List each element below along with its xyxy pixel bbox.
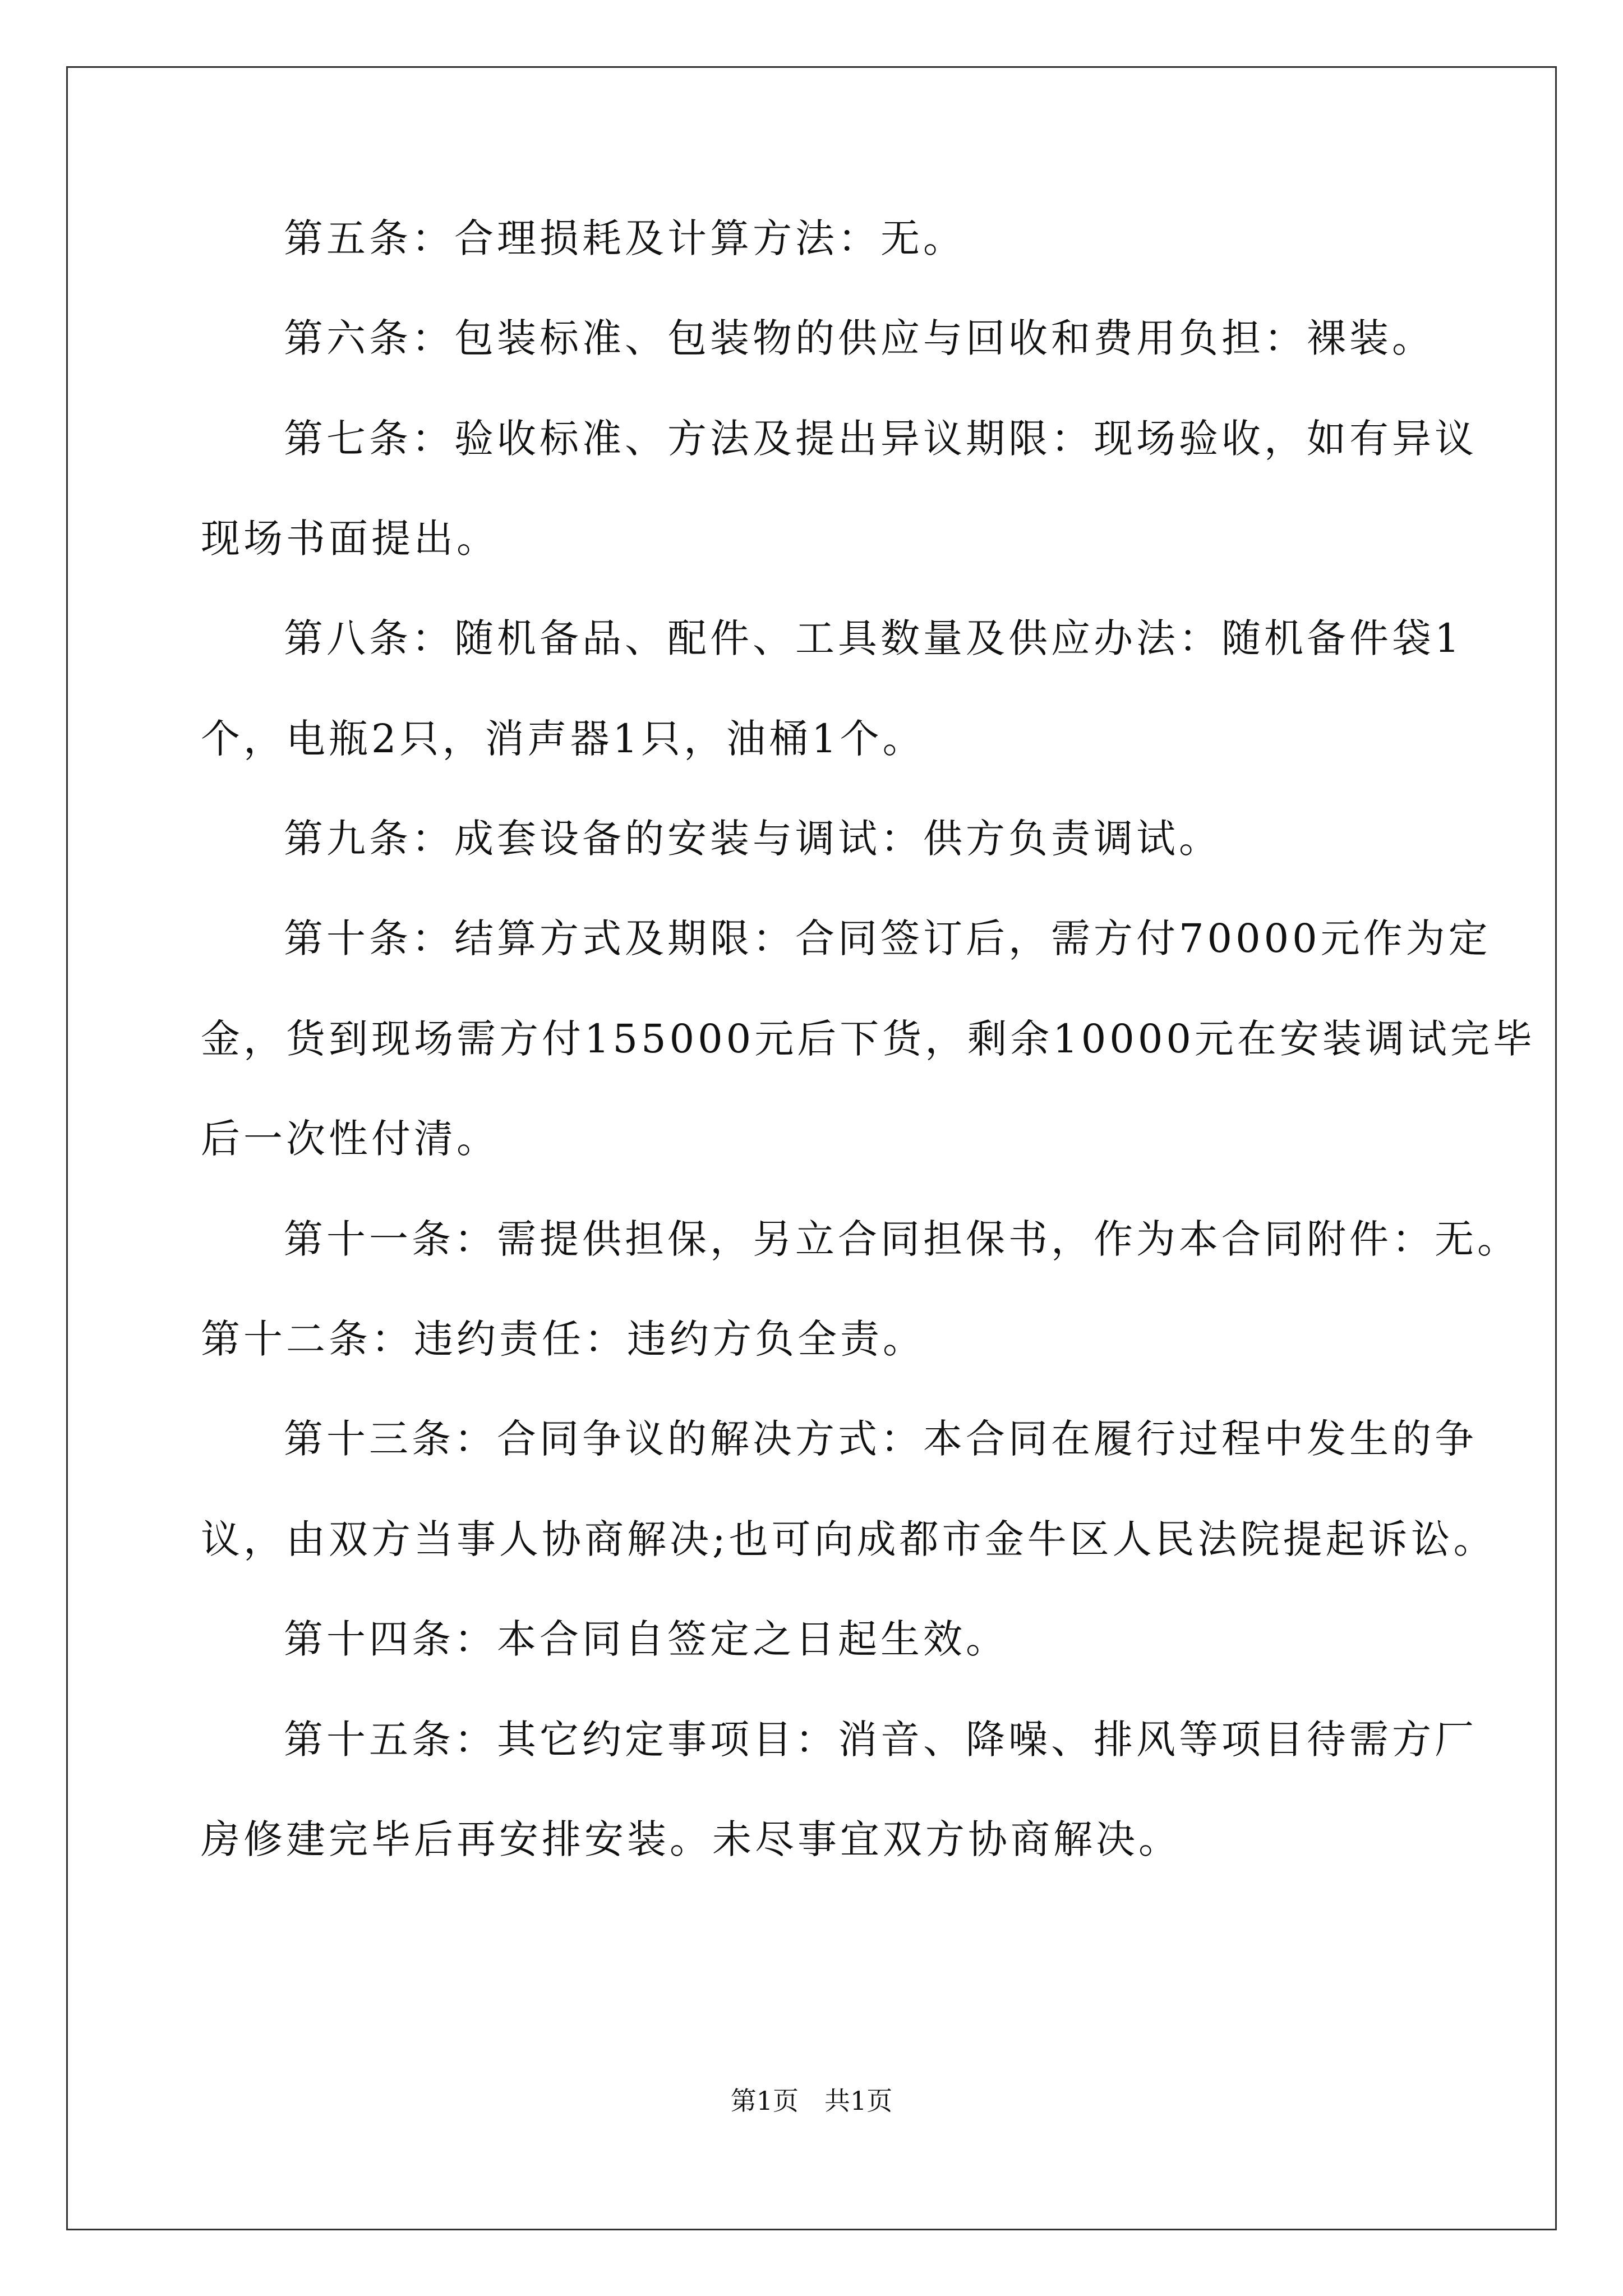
paragraph-line: 第十一条：需提供担保，另立合同担保书，作为本合同附件：无。 xyxy=(284,1216,1520,1262)
paragraph-line: 第六条：包装标准、包装物的供应与回收和费用负担：裸装。 xyxy=(284,315,1435,361)
paragraph-line: 现场书面提出。 xyxy=(201,516,499,562)
paragraph-line: 第十条：结算方式及期限：合同签订后，需方付70000元作为定 xyxy=(284,915,1491,961)
paragraph-line: 第十五条：其它约定事项目：消音、降噪、排风等项目待需方厂 xyxy=(284,1717,1477,1763)
paragraph-line: 第十四条：本合同自签定之日起生效。 xyxy=(284,1616,1008,1662)
paragraph-line: 个，电瓶2只，消声器1只，油桶1个。 xyxy=(201,716,925,762)
paragraph-line: 房修建完毕后再安排安装。未尽事宜双方协商解决。 xyxy=(201,1816,1181,1862)
page-footer: 第1页 共1页 xyxy=(730,2086,893,2116)
paragraph-line: 金，货到现场需方付155000元后下货，剩余10000元在安装调试完毕 xyxy=(201,1016,1536,1062)
paragraph-line: 第五条：合理损耗及计算方法：无。 xyxy=(284,215,966,261)
paragraph-line: 第十三条：合同争议的解决方式：本合同在履行过程中发生的争 xyxy=(284,1416,1477,1462)
paragraph-line: 第七条：验收标准、方法及提出异议期限：现场验收，如有异议 xyxy=(284,416,1477,462)
paragraph-line: 后一次性付清。 xyxy=(201,1116,499,1162)
paragraph-line: 第十二条：违约责任：违约方负全责。 xyxy=(201,1316,925,1362)
paragraph-line: 议，由双方当事人协商解决;也可向成都市金牛区人民法院提起诉讼。 xyxy=(201,1516,1496,1562)
paragraph-line: 第九条：成套设备的安装与调试：供方负责调试。 xyxy=(284,816,1221,862)
paragraph-line: 第八条：随机备品、配件、工具数量及供应办法：随机备件袋1 xyxy=(284,615,1463,661)
